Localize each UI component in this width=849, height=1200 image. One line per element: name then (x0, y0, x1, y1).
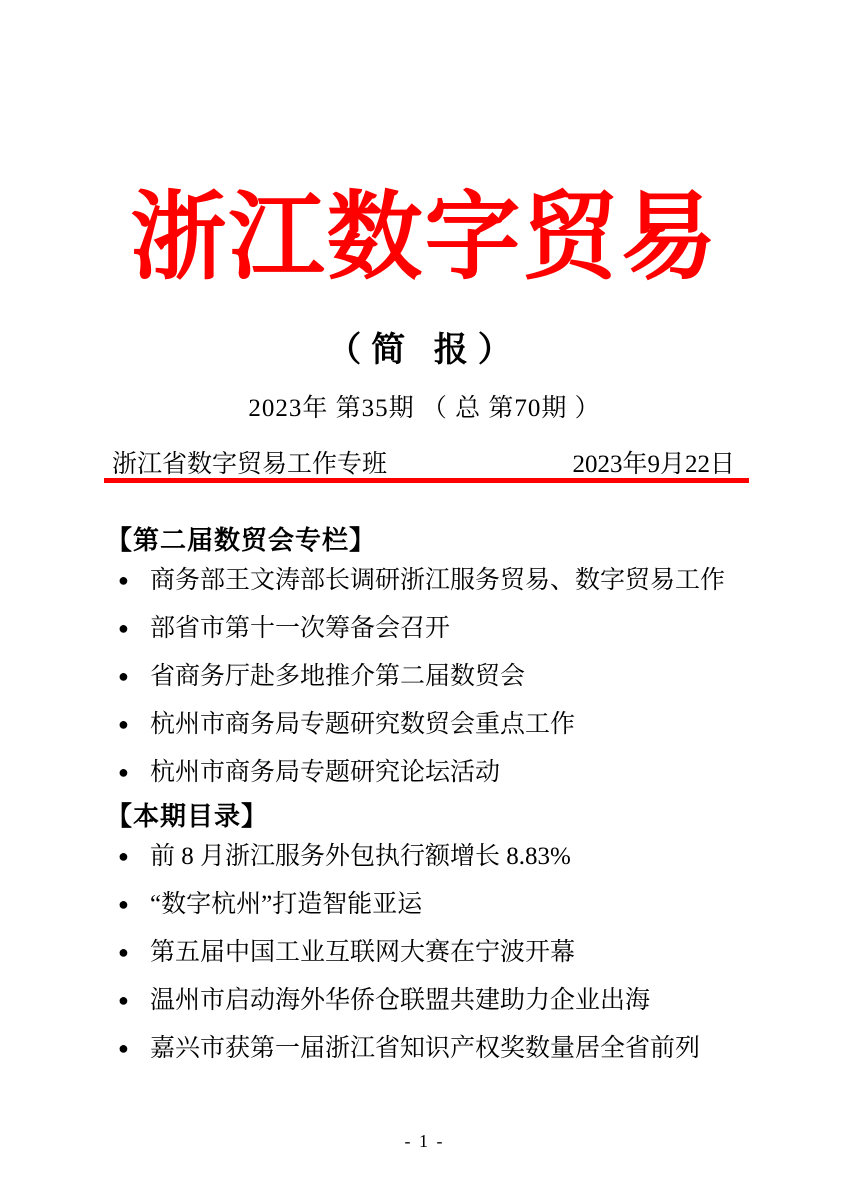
expo-column-list (118, 566, 813, 806)
bullet-icon: ● (118, 894, 129, 914)
page-number: - 1 - (404, 1131, 445, 1151)
list-item (118, 614, 813, 643)
red-divider-rule (104, 478, 749, 483)
bullet-icon: ● (118, 618, 129, 638)
list-item-text: 嘉兴市获第一届浙江省知识产权奖数量居全省前列 (150, 1035, 701, 1062)
list-item-text: 杭州市商务局专题研究数贸会重点工作 (150, 711, 576, 738)
bullet-icon: ● (118, 714, 129, 734)
bullet-icon: ● (118, 570, 129, 590)
list-item (118, 842, 813, 871)
bullet-icon: ● (118, 990, 129, 1010)
contents-list (118, 842, 813, 1082)
list-item-text: 省商务厅赴多地推介第二届数贸会 (150, 663, 526, 690)
list-item-text: 商务部王文涛部长调研浙江服务贸易、数字贸易工作 (150, 567, 726, 594)
list-item (118, 890, 813, 919)
list-item-text: 部省市第十一次筹备会召开 (150, 615, 451, 642)
masthead-row (112, 444, 735, 480)
list-item (118, 758, 813, 787)
list-item (118, 986, 813, 1015)
masthead-organization: 浙江省数字贸易工作专班 (112, 451, 388, 478)
masthead-date: 2023年9月22日 (572, 451, 735, 478)
bullet-icon: ● (118, 666, 129, 686)
bullet-icon: ● (118, 942, 129, 962)
list-item-text: “数字杭州”打造智能亚运 (150, 891, 423, 918)
bullet-icon: ● (118, 762, 129, 782)
list-item-text: 杭州市商务局专题研究论坛活动 (150, 759, 501, 786)
section-heading-expo-column: 【第二届数贸会专栏】 (106, 525, 377, 555)
issue-number-line: 2023年 第35期 （ 总 第70期 ） (248, 395, 601, 422)
bulletin-subtitle: （简 报） (327, 332, 522, 369)
bullet-icon: ● (118, 1038, 129, 1058)
list-item (118, 938, 813, 967)
list-item (118, 662, 813, 691)
section-heading-contents: 【本期目录】 (106, 801, 269, 831)
list-item-text: 温州市启动海外华侨仓联盟共建助力企业出海 (150, 987, 651, 1014)
bulletin-title: 浙江数字贸易 (130, 184, 719, 291)
list-item (118, 566, 813, 595)
bullet-icon: ● (118, 846, 129, 866)
list-item-text: 前 8 月浙江服务外包执行额增长 8.83% (150, 843, 571, 870)
list-item (118, 1034, 813, 1063)
list-item (118, 710, 813, 739)
list-item-text: 第五届中国工业互联网大赛在宁波开幕 (150, 939, 576, 966)
